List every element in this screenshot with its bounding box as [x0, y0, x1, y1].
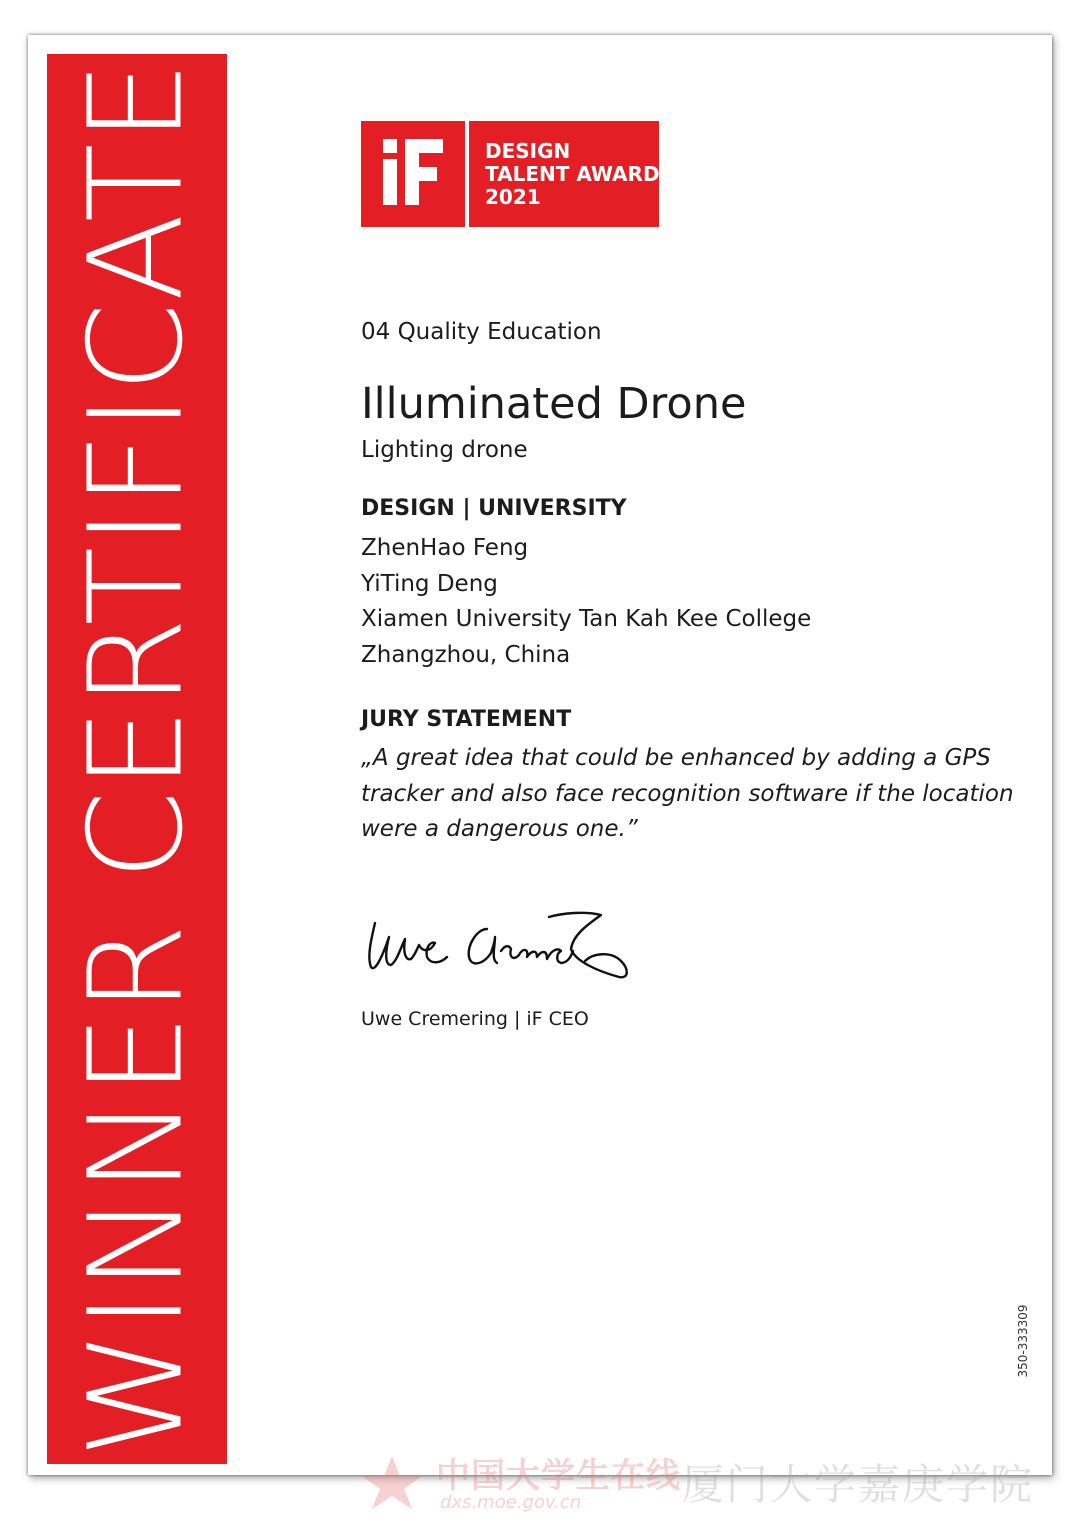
project-subtitle: Lighting drone — [361, 437, 528, 463]
winner-band — [47, 54, 227, 1464]
designer-name: ZhenHao Feng — [361, 535, 529, 561]
designer-name: YiTing Deng — [361, 570, 498, 597]
serial-number: 350-333309 — [1016, 1304, 1030, 1378]
designer-list — [361, 531, 811, 673]
logo-line-year: 2021 — [485, 185, 541, 209]
project-title: Illuminated Drone — [361, 379, 747, 429]
watermark-site-name: 中国大学生在线 — [436, 1456, 681, 1496]
if-logo-icon — [379, 139, 449, 209]
designer-location: Zhangzhou, China — [361, 641, 571, 668]
if-award-logo — [361, 121, 659, 227]
design-heading: DESIGN | UNIVERSITY — [361, 496, 627, 521]
band-text: WINNER CERTIFICATE — [61, 59, 212, 1459]
jury-statement: „A great idea that could be enhanced by adding a GPS tracker and also face recognition software if the location were a dangerous one.” — [361, 745, 1014, 842]
logo-line-talent-award: TALENT AWARD — [485, 162, 660, 186]
jury-heading: JURY STATEMENT — [361, 707, 572, 732]
logo-divider — [465, 121, 469, 227]
watermark-school: 厦门大学嘉庚学院 — [682, 1460, 1035, 1509]
signature — [361, 895, 631, 995]
watermark-url: dxs.moe.gov.cn — [440, 1492, 582, 1513]
certificate-sheet — [28, 35, 1052, 1475]
designer-institution: Xiamen University Tan Kah Kee College — [361, 606, 812, 632]
signer-caption: Uwe Cremering | iF CEO — [361, 1008, 589, 1030]
category: 04 Quality Education — [361, 319, 602, 345]
logo-text — [485, 140, 660, 209]
logo-line-design: DESIGN — [485, 139, 571, 163]
